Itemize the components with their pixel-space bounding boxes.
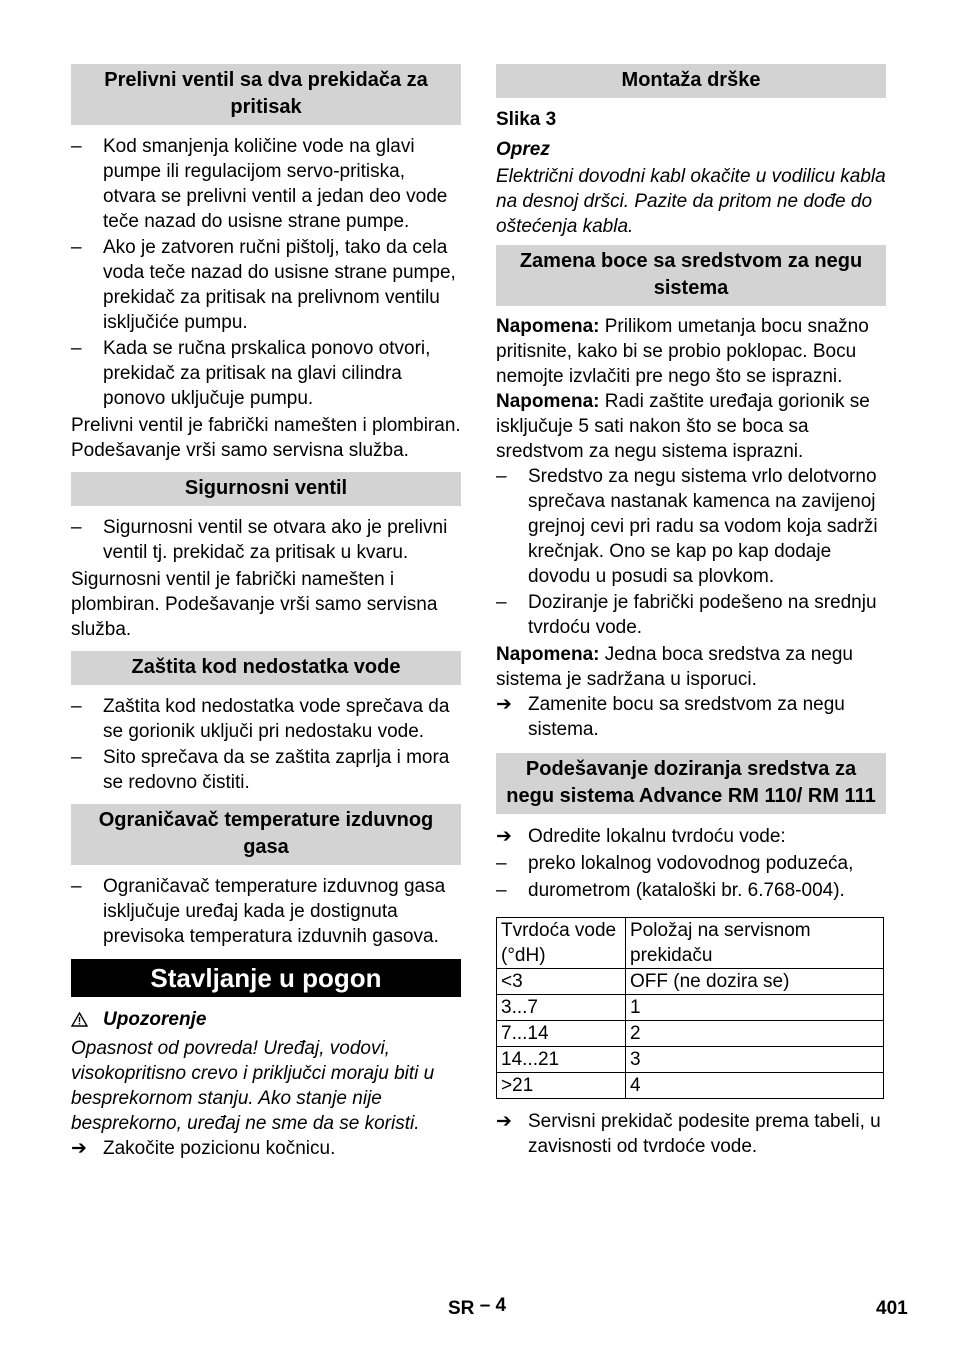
warning-heading: Upozorenje	[71, 1007, 461, 1032]
page-number: 401	[876, 1298, 908, 1319]
list-item: – Zaštita kod nedostatka vode sprečava da se gorionik uključi pri nedostaku vode.	[71, 696, 450, 742]
list-item: – Kada se ručna prskalica ponovo otvori, prekidač za pritisak na glavi cilindra ponovo uključuje pumpu.	[71, 338, 431, 409]
table-cell: 3...7	[497, 995, 626, 1021]
list-item: – Ograničavač temperature izduvnog gasa isključuje uređaj kada je dostignuta previsoka temperatura izduvnih gasova.	[71, 876, 446, 947]
list-item: – Kod smanjenja količine vode na glavi pumpe ili regulacijom servo-pritiska, otvara se prelivni ventil a jedan deo vode teče nazad do usisne strane pumpe.	[71, 136, 448, 232]
list-item: – Ako je zatvoren ručni pištolj, tako da cela voda teče nazad do usisne strane pumpe, prekidač za pritisak na prelivnom ventilu isključiće pumpu.	[71, 237, 456, 333]
step-item: ➔ Zamenite bocu sa sredstvom za negu sistema.	[496, 694, 845, 740]
table-header-row	[497, 918, 884, 969]
warning-triangle-icon	[71, 1009, 88, 1034]
table-cell: 1	[626, 995, 884, 1021]
figure-ref: Slika 3	[496, 109, 557, 130]
table-cell: 14...21	[497, 1047, 626, 1073]
left-column	[71, 64, 461, 1161]
note-paragraph: Napomena: Prilikom umetanja bocu snažno pritisnite, kako bi se probio poklopac. Bocu nemojte izvlačiti pre nego što se isprazni.	[496, 316, 869, 387]
note-paragraph: Napomena: Jedna boca sredstva za negu sistema je sadržana u isporuci.	[496, 644, 853, 690]
step-item: ➔ Odredite lokalnu tvrdoću vode:	[496, 826, 786, 847]
water-shortage-list	[71, 694, 461, 795]
arrow-right-icon: ➔	[71, 1138, 87, 1159]
safety-valve-list	[71, 515, 461, 565]
overflow-valve-note: Prelivni ventil je fabrički namešten i plombiran. Podešavanje vrši samo servisna služba.	[71, 415, 461, 461]
table-header-cell: Položaj na servisnom prekidaču	[626, 918, 884, 969]
heading-safety-valve: Sigurnosni ventil	[71, 472, 461, 506]
table-cell: 2	[626, 1021, 884, 1047]
caution-heading: Oprez	[496, 139, 550, 160]
arrow-right-icon: ➔	[496, 694, 512, 715]
heading-dosing-setting: Podešavanje doziranja sredstva za negu sistema Advance RM 110/ RM 111	[496, 753, 886, 814]
list-item: – Sredstvo za negu sistema vrlo delotvorno sprečava nastanak kamenca na zavijenoj grejnoj cevi pri radu sa vodom koja sadrži krečnjak. Ono se kap po kap dodaje dovodu u posudi sa plovkom.	[496, 466, 878, 587]
list-item: – Sigurnosni ventil se otvara ako je prelivni ventil tj. prekidač za pritisak u kvaru.	[71, 517, 448, 563]
table-cell: 3	[626, 1047, 884, 1073]
exhaust-limiter-list	[71, 874, 461, 949]
table-cell: 7...14	[497, 1021, 626, 1047]
heading-bottle-replacement: Zamena boce sa sredstvom za negu sistema	[496, 245, 886, 306]
table-row	[497, 969, 884, 995]
caution-text: Električni dovodni kabl okačite u vodilicu kabla na desnoj dršci. Pazite da pritom ne dođe do oštećenja kabla.	[496, 166, 886, 237]
right-column	[496, 64, 886, 1159]
table-cell: OFF (ne dozira se)	[626, 969, 884, 995]
list-item: – Sito sprečava da se zaštita zaprlja i mora se redovno čistiti.	[71, 747, 450, 793]
step-item: ➔ Zakočite pozicionu kočnicu.	[71, 1138, 336, 1159]
list-item: – durometrom (kataloški br. 6.768-004).	[496, 880, 845, 901]
heading-overflow-valve: Prelivni ventil sa dva prekidača za pritisak	[71, 64, 461, 125]
arrow-right-icon: ➔	[496, 826, 512, 847]
hardness-method-list	[496, 851, 886, 903]
table-cell: <3	[497, 969, 626, 995]
table-row	[497, 995, 884, 1021]
table-cell: 4	[626, 1073, 884, 1099]
table-cell: >21	[497, 1073, 626, 1099]
table-row	[497, 1047, 884, 1073]
heading-handle-mounting: Montaža drške	[496, 64, 886, 98]
table-row	[497, 1073, 884, 1099]
table-header-cell: Tvrdoća vode (°dH)	[497, 918, 626, 969]
note-paragraph: Napomena: Radi zaštite uređaja gorionik se isključuje 5 sati nakon što se boca sa sredstvom za negu sistema isprazni.	[496, 391, 870, 462]
warning-text: Opasnost od povreda! Uređaj, vodovi, visokopritisno crevo i priključci moraju biti u besprekornom stanju. Ako stanje nije besprekorno, uređaj ne sme da se koristi.	[71, 1038, 435, 1134]
safety-valve-note: Sigurnosni ventil je fabrički namešten i plombiran. Podešavanje vrši samo servisna služba.	[71, 569, 438, 640]
list-item: – preko lokalnog vodovodnog poduzeća,	[496, 853, 854, 874]
hardness-table	[496, 917, 884, 1099]
arrow-right-icon: ➔	[496, 1111, 512, 1132]
overflow-valve-list	[71, 134, 461, 411]
table-row	[497, 1021, 884, 1047]
list-item: – Doziranje je fabrički podešeno na srednju tvrdoću vode.	[496, 592, 877, 638]
heading-exhaust-limiter: Ograničavač temperature izduvnog gasa	[71, 804, 461, 865]
chapter-title: Stavljanje u pogon	[71, 959, 461, 997]
step-item: ➔ Servisni prekidač podesite prema tabeli, u zavisnosti od tvrdoće vode.	[496, 1111, 881, 1157]
footer-section-label: SR – 4	[448, 1295, 507, 1319]
heading-water-shortage: Zaštita kod nedostatka vode	[71, 651, 461, 685]
bottle-info-list	[496, 464, 886, 640]
